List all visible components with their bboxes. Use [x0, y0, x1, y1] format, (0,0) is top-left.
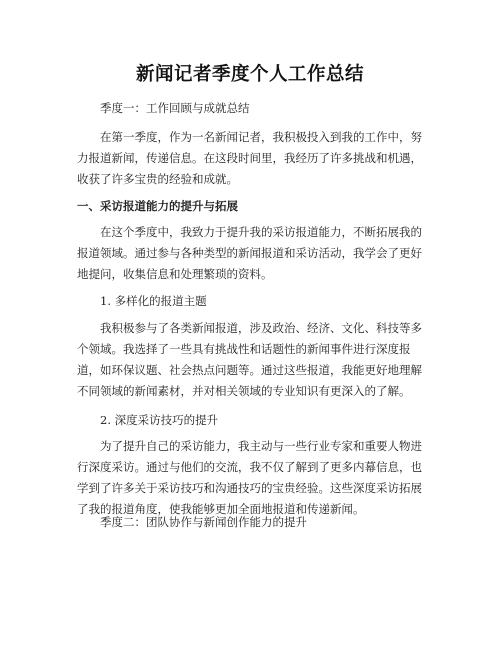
section1-heading: 一、采访报道能力的提升与拓展 [77, 199, 238, 213]
document-title: 新闻记者季度个人工作总结 [135, 64, 364, 85]
sub1-paragraph: 我积极参与了各类新闻报道，涉及政治、经济、文化、科技等多个领域。我选择了一些具有挑战性和话题性的新闻事件进行深度报道，如环保议题、社会热点问题等。通过这些报道，我能更好地理解不同领域的新闻素材，并对相关领域的专业知识有更深入的了解。 [77, 321, 422, 398]
intro-paragraph: 在第一季度，作为一名新闻记者，我积极投入到我的工作中，努力报道新闻，传递信息。在这段时间里，我经历了许多挑战和机遇，收获了许多宝贵的经验和成就。 [77, 130, 422, 186]
quarter2-heading: 季度二：团队协作与新闻创作能力的提升 [100, 515, 307, 529]
quarter1-heading: 季度一：工作回顾与成就总结 [100, 101, 250, 115]
sub1-heading: 1. 多样化的报道主题 [100, 294, 207, 308]
sub2-heading: 2. 深度采访技巧的提升 [100, 413, 219, 427]
sub2-paragraph: 为了提升自己的采访能力，我主动与一些行业专家和重要人物进行深度采访。通过与他们的交流，我不仅了解到了更多内幕信息，也学到了许多关于采访技巧和沟通技巧的宝贵经验。这些深度采访拓展了我的报道角度，使我能够更加全面地报道和传递新闻。 [77, 439, 422, 516]
section1-paragraph: 在这个季度中，我致力于提升我的采访报道能力，不断拓展我的报道领域。通过参与各种类型的新闻报道和采访活动，我学会了更好地提问，收集信息和处理繁琐的资料。 [77, 225, 422, 281]
